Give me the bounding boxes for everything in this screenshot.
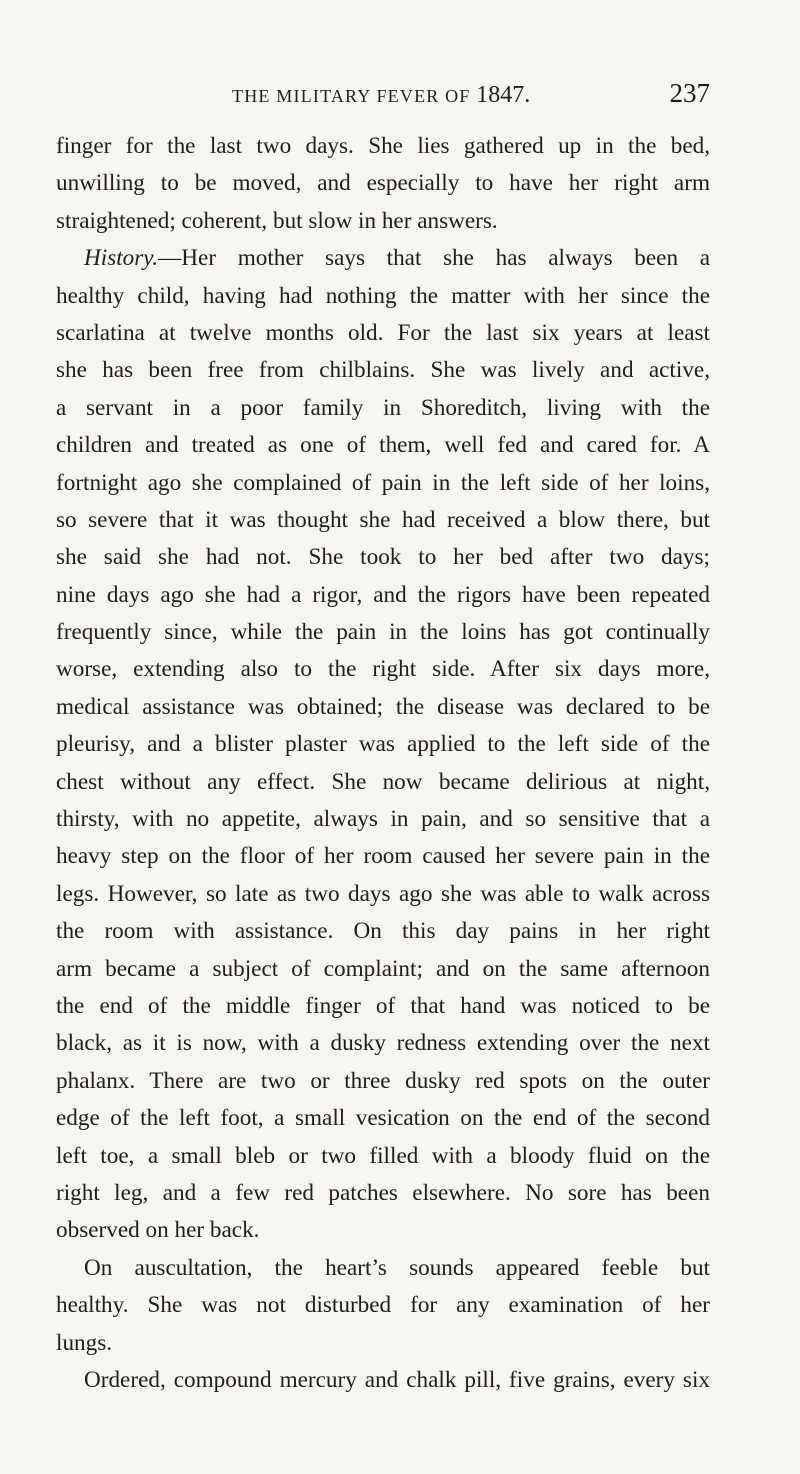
page-number: 237 — [669, 78, 710, 108]
text-line: heavy step on the floor of her room caused her severe pain in the — [56, 843, 710, 870]
text-line: left toe, a small bleb or two filled with a bloody fluid on the — [56, 1142, 710, 1169]
text-line: nine days ago she had a rigor, and the rigors have been repeated — [56, 581, 710, 608]
running-title-year: 1847. — [476, 82, 531, 108]
text-line: arm became a subject of complaint; and on the same afternoon — [56, 955, 710, 982]
text-line: the room with assistance. On this day pains in her right — [56, 918, 710, 945]
text-line: black, as it is now, with a dusky redness extending over the next — [56, 1030, 710, 1057]
running-title — [232, 82, 530, 109]
text-line: children and treated as one of them, well fed and cared for. A — [56, 432, 710, 459]
text-line: frequently since, while the pain in the loins has got continually — [56, 619, 710, 646]
history-heading: History. — [84, 245, 159, 272]
text-line: finger for the last two days. She lies gathered up in the bed, — [56, 133, 710, 159]
text-line: scarlatina at twelve months old. For the last six years at least — [56, 319, 710, 346]
text-line: lungs. — [56, 1329, 113, 1356]
text-line: observed on her back. — [56, 1217, 260, 1244]
text-line: straightened; coherent, but slow in her answers. — [56, 207, 498, 234]
text-line: worse, extending also to the right side. After six days more, — [56, 656, 710, 683]
text-line: healthy child, having had nothing the matter with her since the — [56, 282, 710, 309]
text-line: the end of the middle finger of that hand was noticed to be — [56, 992, 710, 1019]
text-line: so severe that it was thought she had received a blow there, but — [56, 506, 710, 533]
history-heading-rest: —Her mother says that she has always been a — [158, 245, 710, 272]
body-text — [56, 128, 710, 1399]
running-title-text: THE MILITARY FEVER OF — [232, 86, 471, 106]
text-line: edge of the left foot, a small vesication on the end of the second — [56, 1105, 710, 1132]
text-line — [56, 240, 710, 277]
text-line: legs. However, so late as two days ago she was able to walk across — [56, 880, 710, 907]
text-line: Ordered, compound mercury and chalk pill, five grains, every six — [84, 1366, 710, 1393]
text-line: thirsty, with no appetite, always in pain, and so sensitive that a — [56, 806, 710, 833]
text-line: unwilling to be moved, and especially to have her right arm — [56, 170, 710, 197]
text-line: a servant in a poor family in Shoreditch, living with the — [56, 394, 710, 421]
page-header — [0, 78, 800, 118]
text-line: she said she had not. She took to her bed after two days; — [56, 544, 710, 571]
text-line: she has been free from chilblains. She was lively and active, — [56, 357, 710, 384]
text-line: fortnight ago she complained of pain in the left side of her loins, — [56, 469, 710, 496]
text-line: medical assistance was obtained; the disease was declared to be — [56, 693, 710, 720]
text-line: chest without any effect. She now became delirious at night, — [56, 768, 710, 795]
text-line: right leg, and a few red patches elsewhere. No sore has been — [56, 1179, 710, 1206]
text-line: healthy. She was not disturbed for any examination of her — [56, 1292, 710, 1319]
text-line: pleurisy, and a blister plaster was applied to the left side of the — [56, 731, 710, 758]
text-line: phalanx. There are two or three dusky red spots on the outer — [56, 1067, 710, 1094]
text-line: On auscultation, the heart’s sounds appeared feeble but — [84, 1254, 710, 1281]
